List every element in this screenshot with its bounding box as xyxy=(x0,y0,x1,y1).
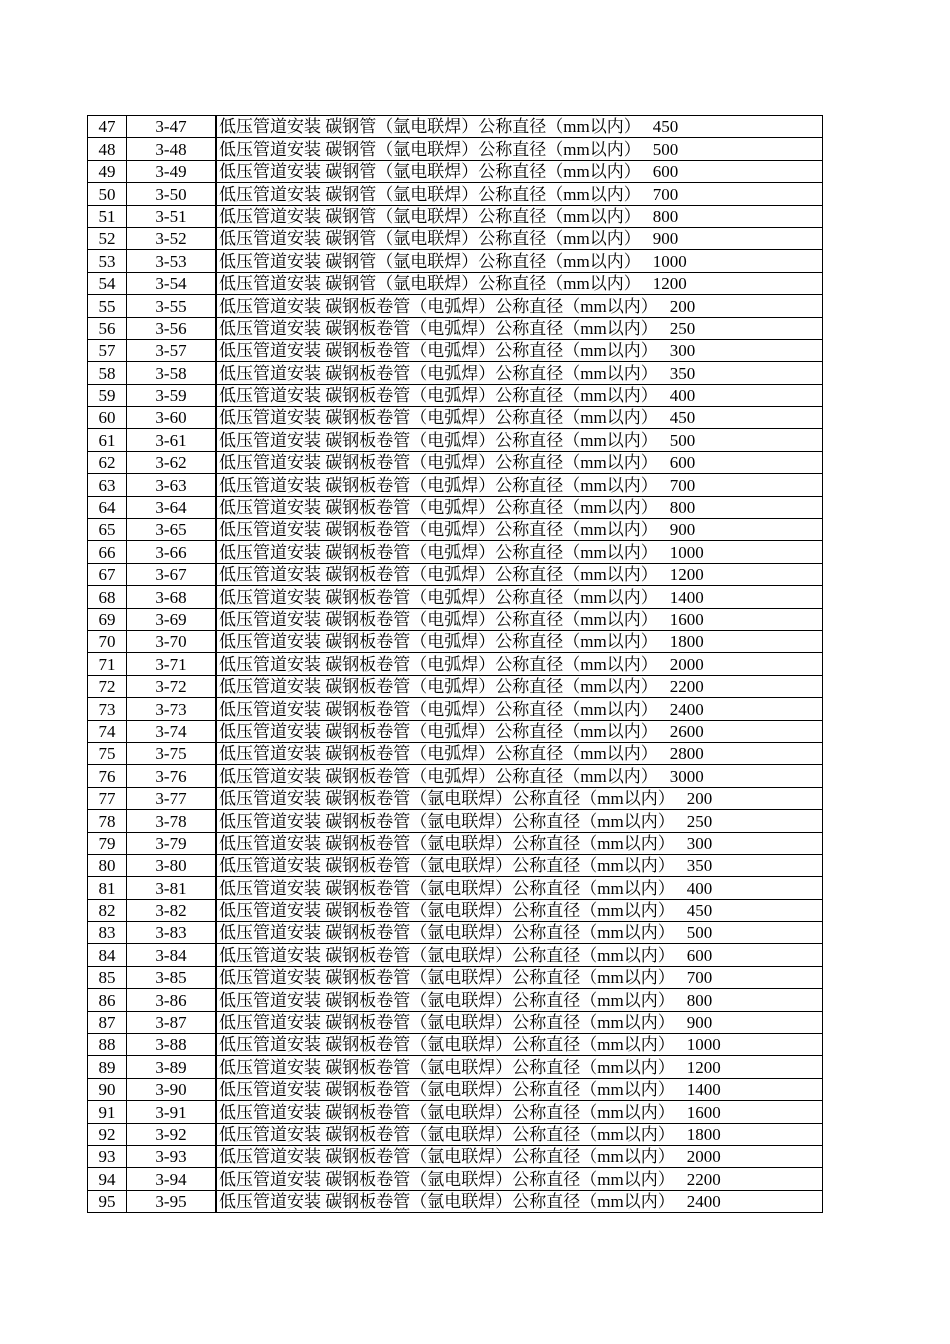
description-text: 低压管道安装 碳钢板卷管（氩电联焊）公称直径（mm以内） xyxy=(219,1169,675,1189)
quota-code-cell: 3-73 xyxy=(127,698,217,720)
description-cell xyxy=(216,675,823,697)
nominal-diameter-value: 700 xyxy=(652,184,679,204)
row-number-cell: 61 xyxy=(88,429,127,451)
table-row xyxy=(88,205,823,227)
description-text: 低压管道安装 碳钢板卷管（氩电联焊）公称直径（mm以内） xyxy=(219,1192,675,1212)
nominal-diameter-value: 450 xyxy=(686,901,713,921)
row-number-cell: 47 xyxy=(88,116,127,138)
nominal-diameter-value: 2400 xyxy=(669,699,704,719)
row-number-cell: 88 xyxy=(88,1034,127,1056)
table-row xyxy=(88,496,823,518)
quota-table-body xyxy=(88,116,823,1213)
row-number-cell: 79 xyxy=(88,832,127,854)
nominal-diameter-value: 800 xyxy=(652,206,679,226)
nominal-diameter-value: 600 xyxy=(686,945,713,965)
quota-code-cell: 3-61 xyxy=(127,429,217,451)
table-row xyxy=(88,407,823,429)
table-row xyxy=(88,989,823,1011)
quota-code-cell: 3-48 xyxy=(127,138,217,160)
description-cell xyxy=(216,116,823,138)
row-number-cell: 80 xyxy=(88,854,127,876)
description-cell xyxy=(216,1101,823,1123)
description-cell xyxy=(216,854,823,876)
description-cell xyxy=(216,966,823,988)
row-number-cell: 76 xyxy=(88,765,127,787)
quota-code-cell: 3-66 xyxy=(127,541,217,563)
description-text: 低压管道安装 碳钢管（氩电联焊）公称直径（mm以内） xyxy=(219,274,641,294)
row-number-cell: 84 xyxy=(88,944,127,966)
nominal-diameter-value: 700 xyxy=(669,475,696,495)
row-number-cell: 52 xyxy=(88,227,127,249)
row-number-cell: 53 xyxy=(88,250,127,272)
quota-code-cell: 3-65 xyxy=(127,519,217,541)
row-number-cell: 82 xyxy=(88,899,127,921)
table-row xyxy=(88,339,823,361)
table-row xyxy=(88,384,823,406)
row-number-cell: 65 xyxy=(88,519,127,541)
description-text: 低压管道安装 碳钢管（氩电联焊）公称直径（mm以内） xyxy=(219,206,641,226)
quota-code-cell: 3-50 xyxy=(127,183,217,205)
description-text: 低压管道安装 碳钢管（氩电联焊）公称直径（mm以内） xyxy=(219,184,641,204)
description-text: 低压管道安装 碳钢管（氩电联焊）公称直径（mm以内） xyxy=(219,229,641,249)
row-number-cell: 86 xyxy=(88,989,127,1011)
nominal-diameter-value: 300 xyxy=(686,833,713,853)
quota-code-cell: 3-47 xyxy=(127,116,217,138)
quota-code-cell: 3-57 xyxy=(127,339,217,361)
description-cell xyxy=(216,1056,823,1078)
table-row xyxy=(88,675,823,697)
quota-code-cell: 3-68 xyxy=(127,586,217,608)
quota-code-cell: 3-93 xyxy=(127,1145,217,1167)
table-row xyxy=(88,810,823,832)
row-number-cell: 71 xyxy=(88,653,127,675)
description-cell xyxy=(216,765,823,787)
quota-code-cell: 3-90 xyxy=(127,1078,217,1100)
quota-code-cell: 3-79 xyxy=(127,832,217,854)
quota-code-cell: 3-67 xyxy=(127,563,217,585)
description-cell xyxy=(216,160,823,182)
row-number-cell: 51 xyxy=(88,205,127,227)
row-number-cell: 85 xyxy=(88,966,127,988)
description-text: 低压管道安装 碳钢板卷管（氩电联焊）公称直径（mm以内） xyxy=(219,856,675,876)
description-text: 低压管道安装 碳钢板卷管（电弧焊）公称直径（mm以内） xyxy=(219,430,658,450)
nominal-diameter-value: 1400 xyxy=(686,1080,721,1100)
row-number-cell: 66 xyxy=(88,541,127,563)
description-cell xyxy=(216,407,823,429)
nominal-diameter-value: 1800 xyxy=(669,632,704,652)
nominal-diameter-value: 250 xyxy=(669,318,696,338)
quota-code-cell: 3-94 xyxy=(127,1168,217,1190)
row-number-cell: 74 xyxy=(88,720,127,742)
description-text: 低压管道安装 碳钢板卷管（电弧焊）公称直径（mm以内） xyxy=(219,475,658,495)
table-row xyxy=(88,653,823,675)
nominal-diameter-value: 2000 xyxy=(669,654,704,674)
table-row xyxy=(88,362,823,384)
quota-code-cell: 3-87 xyxy=(127,1011,217,1033)
quota-code-cell: 3-84 xyxy=(127,944,217,966)
table-row xyxy=(88,519,823,541)
description-text: 低压管道安装 碳钢板卷管（氩电联焊）公称直径（mm以内） xyxy=(219,789,675,809)
table-row xyxy=(88,720,823,742)
description-text: 低压管道安装 碳钢板卷管（电弧焊）公称直径（mm以内） xyxy=(219,654,658,674)
nominal-diameter-value: 2400 xyxy=(686,1192,721,1212)
description-cell xyxy=(216,989,823,1011)
row-number-cell: 56 xyxy=(88,317,127,339)
nominal-diameter-value: 900 xyxy=(669,520,696,540)
description-cell xyxy=(216,183,823,205)
nominal-diameter-value: 1600 xyxy=(669,609,704,629)
description-text: 低压管道安装 碳钢管（氩电联焊）公称直径（mm以内） xyxy=(219,162,641,182)
nominal-diameter-value: 450 xyxy=(652,117,679,137)
table-row xyxy=(88,295,823,317)
row-number-cell: 90 xyxy=(88,1078,127,1100)
description-cell xyxy=(216,1034,823,1056)
row-number-cell: 49 xyxy=(88,160,127,182)
row-number-cell: 48 xyxy=(88,138,127,160)
description-text: 低压管道安装 碳钢板卷管（电弧焊）公称直径（mm以内） xyxy=(219,453,658,473)
nominal-diameter-value: 200 xyxy=(669,296,696,316)
row-number-cell: 94 xyxy=(88,1168,127,1190)
table-row xyxy=(88,630,823,652)
description-cell xyxy=(216,227,823,249)
nominal-diameter-value: 2800 xyxy=(669,744,704,764)
row-number-cell: 50 xyxy=(88,183,127,205)
nominal-diameter-value: 500 xyxy=(669,430,696,450)
quota-code-cell: 3-85 xyxy=(127,966,217,988)
table-row xyxy=(88,227,823,249)
table-row xyxy=(88,854,823,876)
table-row xyxy=(88,1168,823,1190)
description-cell xyxy=(216,138,823,160)
description-cell xyxy=(216,586,823,608)
row-number-cell: 58 xyxy=(88,362,127,384)
description-cell xyxy=(216,1168,823,1190)
quota-code-cell: 3-76 xyxy=(127,765,217,787)
description-cell xyxy=(216,832,823,854)
description-cell xyxy=(216,563,823,585)
table-row xyxy=(88,1078,823,1100)
nominal-diameter-value: 500 xyxy=(652,139,679,159)
description-text: 低压管道安装 碳钢板卷管（氩电联焊）公称直径（mm以内） xyxy=(219,1035,675,1055)
description-text: 低压管道安装 碳钢板卷管（电弧焊）公称直径（mm以内） xyxy=(219,721,658,741)
description-cell xyxy=(216,496,823,518)
nominal-diameter-value: 400 xyxy=(669,386,696,406)
nominal-diameter-value: 600 xyxy=(652,162,679,182)
description-cell xyxy=(216,630,823,652)
nominal-diameter-value: 250 xyxy=(686,811,713,831)
quota-code-cell: 3-83 xyxy=(127,922,217,944)
table-row xyxy=(88,765,823,787)
description-cell xyxy=(216,384,823,406)
table-row xyxy=(88,272,823,294)
row-number-cell: 62 xyxy=(88,451,127,473)
table-row xyxy=(88,451,823,473)
description-cell xyxy=(216,451,823,473)
quota-code-cell: 3-70 xyxy=(127,630,217,652)
row-number-cell: 81 xyxy=(88,877,127,899)
quota-code-cell: 3-53 xyxy=(127,250,217,272)
description-cell xyxy=(216,250,823,272)
description-text: 低压管道安装 碳钢板卷管（电弧焊）公称直径（mm以内） xyxy=(219,587,658,607)
row-number-cell: 89 xyxy=(88,1056,127,1078)
row-number-cell: 70 xyxy=(88,630,127,652)
nominal-diameter-value: 2200 xyxy=(669,677,704,697)
quota-code-cell: 3-78 xyxy=(127,810,217,832)
quota-code-cell: 3-74 xyxy=(127,720,217,742)
description-text: 低压管道安装 碳钢板卷管（氩电联焊）公称直径（mm以内） xyxy=(219,833,675,853)
row-number-cell: 59 xyxy=(88,384,127,406)
row-number-cell: 75 xyxy=(88,742,127,764)
description-cell xyxy=(216,272,823,294)
row-number-cell: 54 xyxy=(88,272,127,294)
table-row xyxy=(88,698,823,720)
nominal-diameter-value: 2600 xyxy=(669,721,704,741)
quota-code-cell: 3-80 xyxy=(127,854,217,876)
row-number-cell: 68 xyxy=(88,586,127,608)
description-text: 低压管道安装 碳钢板卷管（电弧焊）公称直径（mm以内） xyxy=(219,498,658,518)
description-cell xyxy=(216,922,823,944)
row-number-cell: 69 xyxy=(88,608,127,630)
table-row xyxy=(88,160,823,182)
row-number-cell: 55 xyxy=(88,295,127,317)
row-number-cell: 72 xyxy=(88,675,127,697)
table-row xyxy=(88,1011,823,1033)
description-text: 低压管道安装 碳钢板卷管（氩电联焊）公称直径（mm以内） xyxy=(219,1102,675,1122)
table-row xyxy=(88,183,823,205)
description-cell xyxy=(216,653,823,675)
quota-code-cell: 3-82 xyxy=(127,899,217,921)
description-text: 低压管道安装 碳钢板卷管（氩电联焊）公称直径（mm以内） xyxy=(219,968,675,988)
nominal-diameter-value: 500 xyxy=(686,923,713,943)
nominal-diameter-value: 2000 xyxy=(686,1147,721,1167)
description-cell xyxy=(216,877,823,899)
row-number-cell: 60 xyxy=(88,407,127,429)
quota-code-cell: 3-81 xyxy=(127,877,217,899)
nominal-diameter-value: 800 xyxy=(686,990,713,1010)
quota-code-cell: 3-86 xyxy=(127,989,217,1011)
quota-code-cell: 3-62 xyxy=(127,451,217,473)
quota-code-cell: 3-63 xyxy=(127,474,217,496)
quota-code-cell: 3-51 xyxy=(127,205,217,227)
table-row xyxy=(88,1034,823,1056)
description-cell xyxy=(216,810,823,832)
row-number-cell: 93 xyxy=(88,1145,127,1167)
table-row xyxy=(88,586,823,608)
nominal-diameter-value: 2200 xyxy=(686,1169,721,1189)
row-number-cell: 73 xyxy=(88,698,127,720)
table-row xyxy=(88,116,823,138)
description-text: 低压管道安装 碳钢板卷管（氩电联焊）公称直径（mm以内） xyxy=(219,901,675,921)
table-row xyxy=(88,608,823,630)
description-text: 低压管道安装 碳钢管（氩电联焊）公称直径（mm以内） xyxy=(219,139,641,159)
table-row xyxy=(88,138,823,160)
table-row xyxy=(88,899,823,921)
description-cell xyxy=(216,317,823,339)
description-text: 低压管道安装 碳钢板卷管（电弧焊）公称直径（mm以内） xyxy=(219,520,658,540)
quota-code-cell: 3-49 xyxy=(127,160,217,182)
description-cell xyxy=(216,295,823,317)
description-text: 低压管道安装 碳钢板卷管（氩电联焊）公称直径（mm以内） xyxy=(219,1147,675,1167)
quota-code-cell: 3-59 xyxy=(127,384,217,406)
description-text: 低压管道安装 碳钢板卷管（电弧焊）公称直径（mm以内） xyxy=(219,744,658,764)
table-row xyxy=(88,1101,823,1123)
nominal-diameter-value: 900 xyxy=(652,229,679,249)
description-text: 低压管道安装 碳钢管（氩电联焊）公称直径（mm以内） xyxy=(219,117,641,137)
table-row xyxy=(88,922,823,944)
table-row xyxy=(88,877,823,899)
description-text: 低压管道安装 碳钢板卷管（电弧焊）公称直径（mm以内） xyxy=(219,341,658,361)
nominal-diameter-value: 1000 xyxy=(669,542,704,562)
description-text: 低压管道安装 碳钢板卷管（氩电联焊）公称直径（mm以内） xyxy=(219,990,675,1010)
nominal-diameter-value: 1200 xyxy=(669,565,704,585)
description-text: 低压管道安装 碳钢板卷管（电弧焊）公称直径（mm以内） xyxy=(219,699,658,719)
nominal-diameter-value: 300 xyxy=(669,341,696,361)
description-text: 低压管道安装 碳钢板卷管（氩电联焊）公称直径（mm以内） xyxy=(219,1013,675,1033)
description-cell xyxy=(216,1011,823,1033)
nominal-diameter-value: 200 xyxy=(686,789,713,809)
quota-code-cell: 3-88 xyxy=(127,1034,217,1056)
description-text: 低压管道安装 碳钢板卷管（电弧焊）公称直径（mm以内） xyxy=(219,408,658,428)
row-number-cell: 87 xyxy=(88,1011,127,1033)
nominal-diameter-value: 1800 xyxy=(686,1124,721,1144)
description-text: 低压管道安装 碳钢板卷管（电弧焊）公称直径（mm以内） xyxy=(219,386,658,406)
table-row xyxy=(88,944,823,966)
description-text: 低压管道安装 碳钢板卷管（氩电联焊）公称直径（mm以内） xyxy=(219,945,675,965)
nominal-diameter-value: 450 xyxy=(669,408,696,428)
table-row xyxy=(88,1190,823,1212)
quota-code-cell: 3-69 xyxy=(127,608,217,630)
table-row xyxy=(88,541,823,563)
quota-code-cell: 3-56 xyxy=(127,317,217,339)
description-cell xyxy=(216,474,823,496)
nominal-diameter-value: 1200 xyxy=(652,274,687,294)
nominal-diameter-value: 600 xyxy=(669,453,696,473)
nominal-diameter-value: 3000 xyxy=(669,766,704,786)
description-text: 低压管道安装 碳钢板卷管（电弧焊）公称直径（mm以内） xyxy=(219,318,658,338)
quota-code-cell: 3-72 xyxy=(127,675,217,697)
description-cell xyxy=(216,742,823,764)
quota-code-cell: 3-55 xyxy=(127,295,217,317)
description-text: 低压管道安装 碳钢板卷管（氩电联焊）公称直径（mm以内） xyxy=(219,811,675,831)
table-row xyxy=(88,250,823,272)
table-row xyxy=(88,742,823,764)
description-text: 低压管道安装 碳钢板卷管（电弧焊）公称直径（mm以内） xyxy=(219,766,658,786)
nominal-diameter-value: 1000 xyxy=(652,251,687,271)
description-text: 低压管道安装 碳钢板卷管（电弧焊）公称直径（mm以内） xyxy=(219,609,658,629)
description-text: 低压管道安装 碳钢板卷管（电弧焊）公称直径（mm以内） xyxy=(219,296,658,316)
table-row xyxy=(88,429,823,451)
row-number-cell: 77 xyxy=(88,787,127,809)
nominal-diameter-value: 1000 xyxy=(686,1035,721,1055)
nominal-diameter-value: 1200 xyxy=(686,1057,721,1077)
quota-code-cell: 3-58 xyxy=(127,362,217,384)
description-cell xyxy=(216,1123,823,1145)
table-row xyxy=(88,317,823,339)
table-row xyxy=(88,832,823,854)
row-number-cell: 95 xyxy=(88,1190,127,1212)
description-cell xyxy=(216,339,823,361)
quota-code-cell: 3-89 xyxy=(127,1056,217,1078)
table-row xyxy=(88,1056,823,1078)
row-number-cell: 63 xyxy=(88,474,127,496)
description-cell xyxy=(216,1078,823,1100)
table-row xyxy=(88,966,823,988)
description-cell xyxy=(216,541,823,563)
table-row xyxy=(88,474,823,496)
description-text: 低压管道安装 碳钢板卷管（氩电联焊）公称直径（mm以内） xyxy=(219,1124,675,1144)
table-row xyxy=(88,563,823,585)
nominal-diameter-value: 1600 xyxy=(686,1102,721,1122)
table-row xyxy=(88,1123,823,1145)
row-number-cell: 91 xyxy=(88,1101,127,1123)
table-row xyxy=(88,787,823,809)
description-text: 低压管道安装 碳钢板卷管（氩电联焊）公称直径（mm以内） xyxy=(219,1080,675,1100)
description-cell xyxy=(216,1190,823,1212)
description-text: 低压管道安装 碳钢板卷管（电弧焊）公称直径（mm以内） xyxy=(219,632,658,652)
description-cell xyxy=(216,205,823,227)
nominal-diameter-value: 1400 xyxy=(669,587,704,607)
description-cell xyxy=(216,720,823,742)
quota-code-cell: 3-64 xyxy=(127,496,217,518)
description-text: 低压管道安装 碳钢板卷管（电弧焊）公称直径（mm以内） xyxy=(219,677,658,697)
nominal-diameter-value: 350 xyxy=(669,363,696,383)
description-cell xyxy=(216,944,823,966)
quota-code-cell: 3-60 xyxy=(127,407,217,429)
description-text: 低压管道安装 碳钢板卷管（电弧焊）公称直径（mm以内） xyxy=(219,542,658,562)
description-cell xyxy=(216,1145,823,1167)
quota-code-cell: 3-54 xyxy=(127,272,217,294)
description-cell xyxy=(216,608,823,630)
row-number-cell: 78 xyxy=(88,810,127,832)
row-number-cell: 57 xyxy=(88,339,127,361)
description-text: 低压管道安装 碳钢板卷管（氩电联焊）公称直径（mm以内） xyxy=(219,1057,675,1077)
row-number-cell: 92 xyxy=(88,1123,127,1145)
description-cell xyxy=(216,519,823,541)
description-cell xyxy=(216,787,823,809)
description-text: 低压管道安装 碳钢板卷管（电弧焊）公称直径（mm以内） xyxy=(219,363,658,383)
row-number-cell: 83 xyxy=(88,922,127,944)
description-cell xyxy=(216,698,823,720)
quota-code-cell: 3-91 xyxy=(127,1101,217,1123)
row-number-cell: 67 xyxy=(88,563,127,585)
nominal-diameter-value: 400 xyxy=(686,878,713,898)
description-cell xyxy=(216,899,823,921)
quota-code-cell: 3-75 xyxy=(127,742,217,764)
row-number-cell: 64 xyxy=(88,496,127,518)
description-cell xyxy=(216,429,823,451)
nominal-diameter-value: 350 xyxy=(686,856,713,876)
description-text: 低压管道安装 碳钢管（氩电联焊）公称直径（mm以内） xyxy=(219,251,641,271)
nominal-diameter-value: 700 xyxy=(686,968,713,988)
quota-code-cell: 3-52 xyxy=(127,227,217,249)
quota-table xyxy=(87,115,823,1213)
quota-code-cell: 3-92 xyxy=(127,1123,217,1145)
quota-code-cell: 3-77 xyxy=(127,787,217,809)
quota-code-cell: 3-95 xyxy=(127,1190,217,1212)
nominal-diameter-value: 900 xyxy=(686,1013,713,1033)
table-row xyxy=(88,1145,823,1167)
description-text: 低压管道安装 碳钢板卷管（氩电联焊）公称直径（mm以内） xyxy=(219,878,675,898)
description-text: 低压管道安装 碳钢板卷管（电弧焊）公称直径（mm以内） xyxy=(219,565,658,585)
description-text: 低压管道安装 碳钢板卷管（氩电联焊）公称直径（mm以内） xyxy=(219,923,675,943)
quota-code-cell: 3-71 xyxy=(127,653,217,675)
nominal-diameter-value: 800 xyxy=(669,498,696,518)
description-cell xyxy=(216,362,823,384)
